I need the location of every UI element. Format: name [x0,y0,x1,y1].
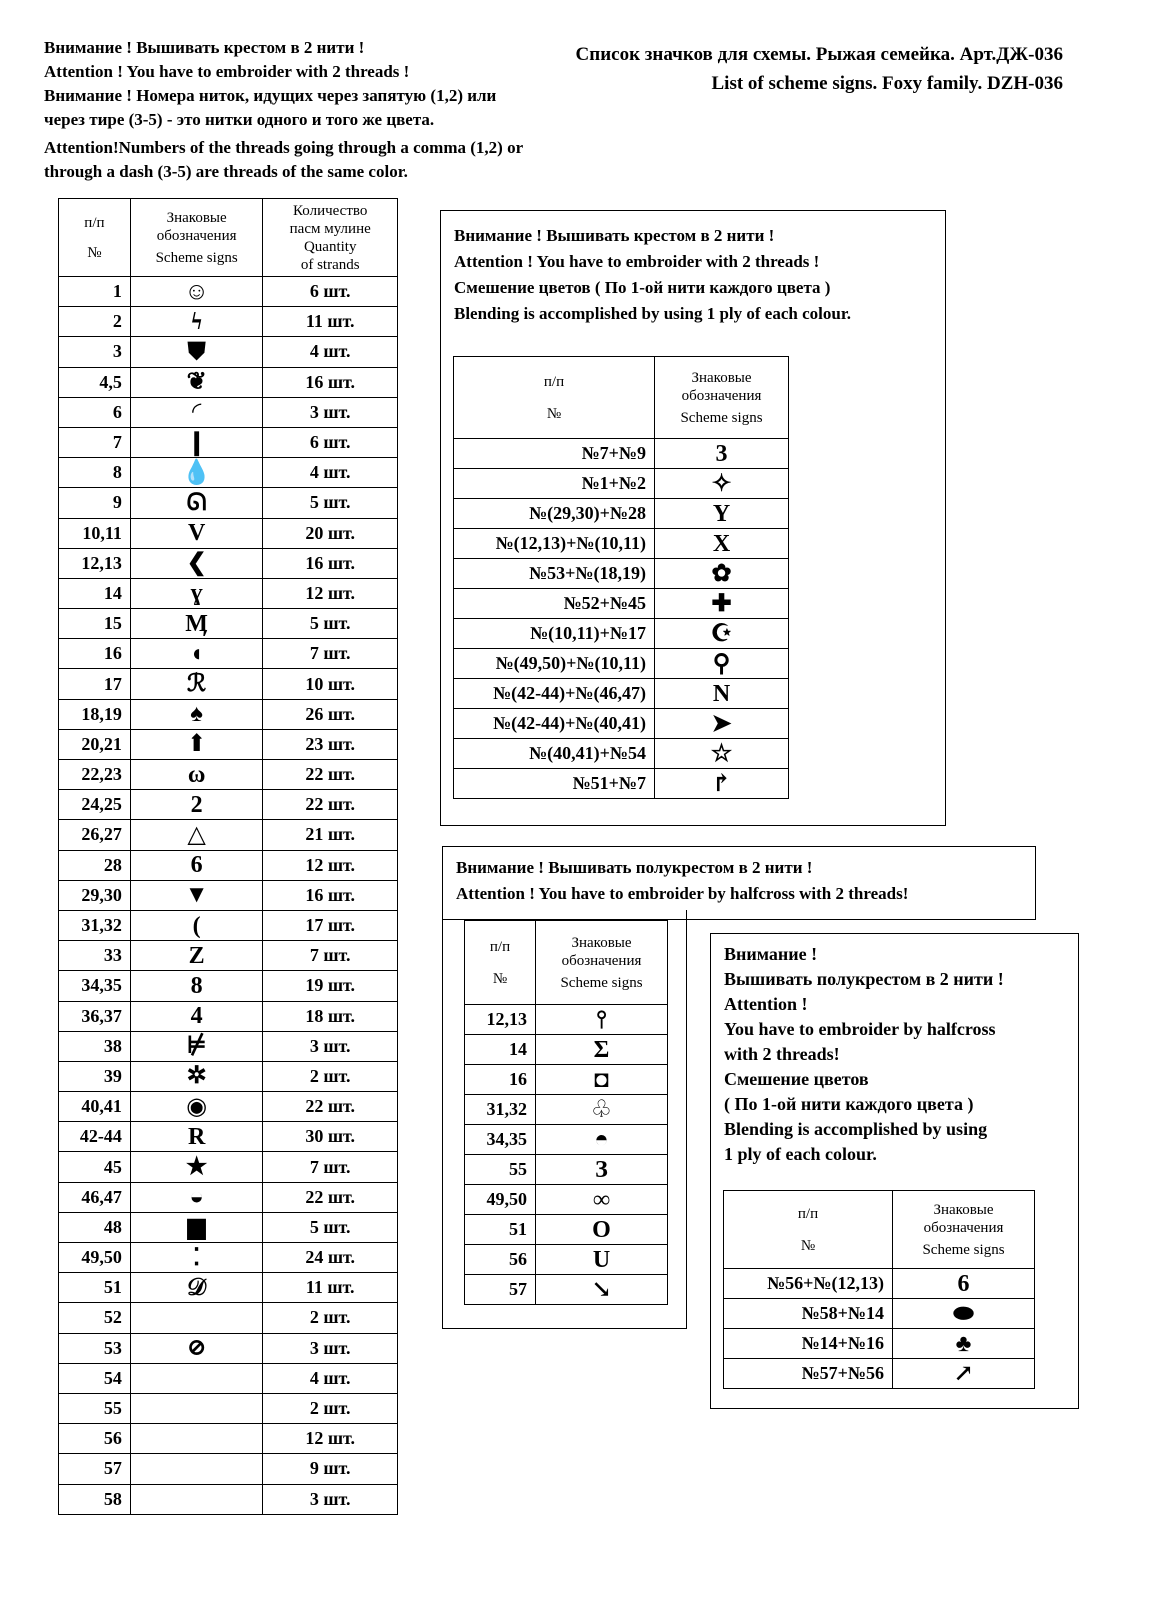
scheme-sign-icon: 6 [130,850,263,880]
scheme-sign-icon: ⬆ [130,729,263,759]
document-title [576,40,1063,98]
scheme-sign-icon: ◉ [130,1092,263,1122]
scheme-sign-icon [130,1454,263,1484]
row-number: №(10,11)+№17 [454,619,655,649]
row-number: 42-44 [59,1122,131,1152]
strand-quantity: 16 шт. [263,367,398,397]
strand-quantity: 22 шт. [263,760,398,790]
row-number: 4,5 [59,367,131,397]
table-row [59,337,398,367]
table-row [454,469,789,499]
scheme-sign-icon: ⬬ [893,1299,1035,1329]
scheme-sign-icon: Y [655,499,789,529]
row-number: 52 [59,1303,131,1333]
table-row [454,769,789,799]
table-row [454,649,789,679]
table-row [465,1215,668,1245]
scheme-sign-icon: X [655,529,789,559]
table-row [59,1243,398,1273]
strand-quantity: 17 шт. [263,910,398,940]
table-row [59,760,398,790]
strand-quantity: 2 шт. [263,1303,398,1333]
table-header-row [724,1191,1035,1269]
row-number: 14 [59,578,131,608]
table-row [59,1303,398,1333]
row-number: 26,27 [59,820,131,850]
table-row [465,1245,668,1275]
hb-line: 1 ply of each colour. [724,1144,877,1164]
row-number: 10,11 [59,518,131,548]
hb-line: You have to embroider by halfcross [724,1019,996,1039]
scheme-sign-icon [130,1424,263,1454]
scheme-sign-icon: ▼ [130,880,263,910]
strand-quantity: 11 шт. [263,307,398,337]
table-row [59,548,398,578]
row-number: 56 [59,1424,131,1454]
strand-quantity: 2 шт. [263,1061,398,1091]
row-number: №52+№45 [454,589,655,619]
row-number: №56+№(12,13) [724,1269,893,1299]
table-row [454,709,789,739]
scheme-sign-icon [130,1393,263,1423]
row-number: №51+№7 [454,769,655,799]
table-row [59,1454,398,1484]
row-number: 3 [59,337,131,367]
table-row [59,820,398,850]
strand-quantity: 22 шт. [263,790,398,820]
note-line: Attention ! You have to embroider with 2 threads ! [44,62,410,81]
table-row [59,1484,398,1514]
row-number: 49,50 [59,1243,131,1273]
table-row [59,1031,398,1061]
strand-quantity: 5 шт. [263,609,398,639]
strand-quantity: 11 шт. [263,1273,398,1303]
row-number: №(29,30)+№28 [454,499,655,529]
scheme-sign-icon: ✲ [130,1061,263,1091]
scheme-sign-icon: 💧 [130,458,263,488]
row-number: 9 [59,488,131,518]
scheme-sign-icon: ᘏ [130,488,263,518]
row-number: №(40,41)+№54 [454,739,655,769]
table-row [454,589,789,619]
row-number: 6 [59,397,131,427]
title-ru: Список значков для схемы. Рыжая семейка. Арт.ДЖ-036 [575,44,1063,65]
strand-quantity: 16 шт. [263,880,398,910]
row-number: 17 [59,669,131,699]
scheme-sign-icon: ❮ [130,548,263,578]
table-row [454,619,789,649]
table-row [454,559,789,589]
halfcross-box [442,846,1036,920]
row-number: 34,35 [465,1125,536,1155]
strand-quantity: 7 шт. [263,941,398,971]
row-number: 33 [59,941,131,971]
table-row [465,1185,668,1215]
scheme-sign-icon: ◒ [130,1182,263,1212]
header-signs: Знаковые обозначения Scheme signs [130,199,263,277]
row-number: 55 [465,1155,536,1185]
scheme-sign-icon: ∞ [536,1185,668,1215]
strand-quantity: 22 шт. [263,1092,398,1122]
strand-quantity: 5 шт. [263,1212,398,1242]
strand-quantity: 7 шт. [263,1152,398,1182]
row-number: 14 [465,1035,536,1065]
table-row [59,729,398,759]
table-row [59,1333,398,1363]
hb-line: Attention ! [724,994,808,1014]
scheme-sign-icon: 3 [655,439,789,469]
row-number: 28 [59,850,131,880]
scheme-sign-icon: ♧ [536,1095,668,1125]
hb-line: Blending is accomplished by using [724,1119,988,1139]
strand-quantity: 7 шт. [263,639,398,669]
scheme-sign-icon: ✿ [655,559,789,589]
strand-quantity: 18 шт. [263,1001,398,1031]
header-signs: Знаковые обозначения Scheme signs [893,1191,1035,1269]
row-number: 58 [59,1484,131,1514]
table-row [59,397,398,427]
table-row [454,679,789,709]
table-row [59,880,398,910]
row-number: 12,13 [59,548,131,578]
halfcross-blend-table [723,1190,1035,1389]
table-row [59,1182,398,1212]
table-row [59,1001,398,1031]
scheme-sign-icon: ▆ [130,1212,263,1242]
row-number: 48 [59,1212,131,1242]
table-row [59,699,398,729]
strand-quantity: 24 шт. [263,1243,398,1273]
row-number: 57 [59,1454,131,1484]
table-row [59,941,398,971]
scheme-sign-icon: ◘ [536,1065,668,1095]
scheme-sign-icon: 4 [130,1001,263,1031]
scheme-sign-icon: Σ [536,1035,668,1065]
table-row [59,971,398,1001]
table-row [59,850,398,880]
halfcross-table [464,920,668,1305]
strand-quantity: 9 шт. [263,1454,398,1484]
row-number: 49,50 [465,1185,536,1215]
table-row [59,609,398,639]
table-header-row [465,921,668,1005]
main-symbol-table [58,198,398,1515]
scheme-sign-icon: ⫯ [536,1005,668,1035]
row-number: №53+№(18,19) [454,559,655,589]
table-row [465,1005,668,1035]
blend-line: Attention ! You have to embroider with 2 threads ! [454,252,820,271]
row-number: №14+№16 [724,1329,893,1359]
scheme-sign-icon: ◖ [130,639,263,669]
scheme-sign-icon: N [655,679,789,709]
blend-line: Внимание ! Вышивать крестом в 2 нити ! [454,226,775,245]
scheme-sign-icon: R [130,1122,263,1152]
table-row [454,739,789,769]
table-row [724,1269,1035,1299]
table-row [59,1092,398,1122]
scheme-sign-icon: ☪ [655,619,789,649]
title-en: List of scheme signs. Foxy family. DZH-036 [711,73,1063,94]
scheme-sign-icon: U [536,1245,668,1275]
table-row [59,910,398,940]
table-row [59,1061,398,1091]
strand-quantity: 4 шт. [263,337,398,367]
scheme-sign-icon [130,1484,263,1514]
table-row [465,1275,668,1305]
scheme-sign-icon: ◓ [536,1125,668,1155]
table-row [59,1212,398,1242]
scheme-sign-icon [130,1303,263,1333]
table-row [59,1273,398,1303]
row-number: 40,41 [59,1092,131,1122]
row-number: №7+№9 [454,439,655,469]
row-number: 39 [59,1061,131,1091]
header-quantity: Количество пасм мулине Quantity of strands [263,199,398,277]
table-row [465,1155,668,1185]
halfcross-line: Attention ! You have to embroider by halfcross with 2 threads! [456,884,909,903]
note-line: through a dash (3-5) are threads of the same color. [44,162,408,181]
row-number: 55 [59,1393,131,1423]
strand-quantity: 23 шт. [263,729,398,759]
row-number: 34,35 [59,971,131,1001]
table-row [59,1393,398,1423]
table-row [59,458,398,488]
scheme-sign-icon: ✧ [655,469,789,499]
table-row [59,1424,398,1454]
row-number: №(49,50)+№(10,11) [454,649,655,679]
scheme-sign-icon: З [536,1155,668,1185]
strand-quantity: 5 шт. [263,488,398,518]
table-header-row [59,199,398,277]
row-number: 56 [465,1245,536,1275]
header-num: п/п № [454,357,655,439]
row-number: 31,32 [465,1095,536,1125]
strand-quantity: 6 шт. [263,277,398,307]
table-row [59,578,398,608]
table-row [724,1329,1035,1359]
header-signs: Знаковые обозначения Scheme signs [655,357,789,439]
row-number: 1 [59,277,131,307]
scheme-sign-icon: Z [130,941,263,971]
blend-line: Blending is accomplished by using 1 ply of each colour. [454,304,852,323]
scheme-sign-icon: ℛ [130,669,263,699]
scheme-sign-icon: ⚲ [655,649,789,679]
scheme-sign-icon: ♠ [130,699,263,729]
scheme-sign-icon: ✚ [655,589,789,619]
strand-quantity: 4 шт. [263,1363,398,1393]
strand-quantity: 19 шт. [263,971,398,1001]
scheme-sign-icon: 6 [893,1269,1035,1299]
note-line: Attention!Numbers of the threads going through a comma (1,2) or [44,138,524,157]
scheme-sign-icon: ɣ [130,578,263,608]
row-number: 51 [465,1215,536,1245]
blend-table [453,356,789,799]
scheme-sign-icon: ➤ [655,709,789,739]
table-row [59,669,398,699]
scheme-sign-icon: ☺ [130,277,263,307]
scheme-sign-icon: ↱ [655,769,789,799]
strand-quantity: 22 шт. [263,1182,398,1212]
table-row [59,277,398,307]
table-header-row [454,357,789,439]
strand-quantity: 10 шт. [263,669,398,699]
table-row [59,1363,398,1393]
table-row [59,518,398,548]
table-row [59,639,398,669]
row-number: 51 [59,1273,131,1303]
strand-quantity: 16 шт. [263,548,398,578]
scheme-sign-icon: ↗ [893,1359,1035,1389]
strand-quantity: 3 шт. [263,1031,398,1061]
blend-line: Смешение цветов ( По 1-ой нити каждого цвета ) [454,278,831,297]
row-number: №58+№14 [724,1299,893,1329]
table-row [59,427,398,457]
scheme-sign-icon: ⁚ [130,1243,263,1273]
row-number: 31,32 [59,910,131,940]
row-number: 12,13 [465,1005,536,1035]
row-number: 54 [59,1363,131,1393]
table-row [59,367,398,397]
hb-line: with 2 threads! [724,1044,840,1064]
scheme-sign-icon: Ӎ [130,609,263,639]
scheme-sign-icon: ☆ [655,739,789,769]
strand-quantity: 26 шт. [263,699,398,729]
header-num: п/п № [59,199,131,277]
scheme-sign-icon: 𝒟 [130,1273,263,1303]
row-number: 18,19 [59,699,131,729]
scheme-sign-icon: ⛊ [130,337,263,367]
strand-quantity: 6 шт. [263,427,398,457]
scheme-sign-icon: ♣ [893,1329,1035,1359]
strand-quantity: 3 шт. [263,397,398,427]
table-row [59,1122,398,1152]
scheme-sign-icon: ( [130,910,263,940]
scheme-sign-icon: 8 [130,971,263,1001]
table-row [454,499,789,529]
strand-quantity: 12 шт. [263,850,398,880]
table-row [724,1359,1035,1389]
table-row [59,307,398,337]
scheme-sign-icon: O [536,1215,668,1245]
header-num: п/п № [724,1191,893,1269]
row-number: 16 [465,1065,536,1095]
note-line: Внимание ! Номера ниток, идущих через запятую (1,2) или [44,86,497,105]
table-row [59,1152,398,1182]
header-num: п/п № [465,921,536,1005]
row-number: 22,23 [59,760,131,790]
note-line: через тире (3-5) - это нитки одного и того же цвета. [44,110,435,129]
strand-quantity: 2 шт. [263,1393,398,1423]
strand-quantity: 3 шт. [263,1484,398,1514]
note-line: Внимание ! Вышивать крестом в 2 нити ! [44,38,365,57]
strand-quantity: 30 шт. [263,1122,398,1152]
row-number: 20,21 [59,729,131,759]
strand-quantity: 4 шт. [263,458,398,488]
table-row [465,1095,668,1125]
row-number: №57+№56 [724,1359,893,1389]
scheme-sign-icon: 2 [130,790,263,820]
table-row [465,1035,668,1065]
strand-quantity: 12 шт. [263,1424,398,1454]
row-number: 38 [59,1031,131,1061]
table-row [465,1125,668,1155]
hb-line: Смешение цветов [724,1069,869,1089]
table-row [724,1299,1035,1329]
scheme-sign-icon: ◜ [130,397,263,427]
scheme-sign-icon: ❙ [130,427,263,457]
hb-line: ( По 1-ой нити каждого цвета ) [724,1094,974,1114]
scheme-sign-icon: ❦ [130,367,263,397]
table-row [465,1065,668,1095]
row-number: 57 [465,1275,536,1305]
row-number: 15 [59,609,131,639]
scheme-sign-icon [130,1363,263,1393]
row-number: 7 [59,427,131,457]
row-number: 46,47 [59,1182,131,1212]
row-number: 36,37 [59,1001,131,1031]
row-number: 53 [59,1333,131,1363]
row-number: 45 [59,1152,131,1182]
halfcross-line: Внимание ! Вышивать полукрестом в 2 нити ! [456,858,813,877]
header-signs: Знаковые обозначения Scheme signs [536,921,668,1005]
row-number: 16 [59,639,131,669]
table-row [454,439,789,469]
scheme-sign-icon: ★ [130,1152,263,1182]
hb-line: Внимание ! [724,944,818,964]
row-number: 24,25 [59,790,131,820]
table-row [59,488,398,518]
strand-quantity: 3 шт. [263,1333,398,1363]
scheme-sign-icon: V [130,518,263,548]
row-number: №(42-44)+№(46,47) [454,679,655,709]
scheme-sign-icon: ⊘ [130,1333,263,1363]
row-number: №(42-44)+№(40,41) [454,709,655,739]
scheme-sign-icon: ϟ [130,307,263,337]
scheme-sign-icon: ⊭ [130,1031,263,1061]
row-number: №1+№2 [454,469,655,499]
row-number: 8 [59,458,131,488]
row-number: №(12,13)+№(10,11) [454,529,655,559]
row-number: 29,30 [59,880,131,910]
strand-quantity: 21 шт. [263,820,398,850]
row-number: 2 [59,307,131,337]
scheme-sign-icon: △ [130,820,263,850]
table-row [59,790,398,820]
strand-quantity: 20 шт. [263,518,398,548]
scheme-sign-icon: ω [130,760,263,790]
table-row [454,529,789,559]
strand-quantity: 12 шт. [263,578,398,608]
scheme-sign-icon: ↘ [536,1275,668,1305]
hb-line: Вышивать полукрестом в 2 нити ! [724,969,1004,989]
